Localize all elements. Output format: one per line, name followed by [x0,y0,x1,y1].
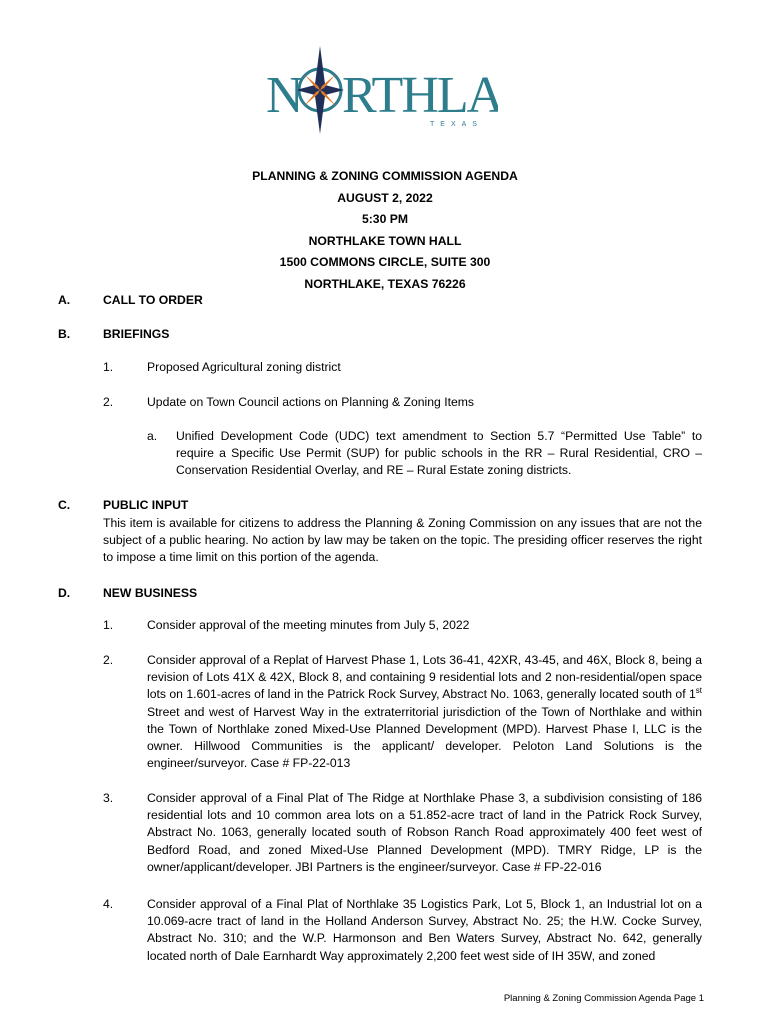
d-item4-number: 4. [103,897,114,911]
d-item1-number: 1. [103,618,114,632]
section-c-letter: C. [58,498,71,512]
section-d-letter: D. [58,586,71,600]
header-date: AUGUST 2, 2022 [337,190,433,205]
northlake-logo [262,42,498,134]
d-item1-text: Consider approval of the meeting minutes from July 5, 2022 [147,618,470,632]
b-item2a-text: Unified Development Code (UDC) text amendment to Section 5.7 “Permitted Use Table” to require a Specific Use Permit (SUP) for public schools in the RR – Rural Residential, CRO – Conservation Residential Overlay, and RE – Rural Estate zoning districts. [176,429,702,478]
agenda-header [0,166,770,295]
header-time: 5:30 PM [361,212,409,226]
b-item1-text: Proposed Agricultural zoning district [147,360,341,374]
header-title: PLANNING & ZONING COMMISSION AGENDA [252,169,518,183]
section-d-title: NEW BUSINESS [103,586,198,600]
compass-icon [296,46,344,134]
section-a-title: CALL TO ORDER [103,293,203,307]
section-a-letter: A. [58,293,71,307]
page-footer: Planning & Zoning Commission Agenda Page 1 [503,993,704,1004]
d-item2-text [147,652,702,772]
header-city: NORTHLAKE, TEXAS 76226 [304,276,466,291]
d-item2-text-pre: Consider approval of a Replat of Harvest Phase 1, Lots 36-41, 42XR, 43-45, and 46X, Block 8, being a revision of Lots 41X & 42X, Block 8, and containing 9 residential lots and 2 non-residential/open space lots on 1.601-acres of land in the Patrick Rock Survey, Abstract No. 1063, generally located south of 1 [147,653,702,702]
logo-n: N [266,67,302,124]
section-c-text: This item is available for citizens to address the Planning & Zoning Commission on any issues that are not the subject of a public hearing. No action by law may be taken on the topic. The presiding officer reserves the right to impose a time limit on this portion of the agenda. [103,516,702,565]
b-item2-text: Update on Town Council actions on Planning & Zoning Items [147,395,475,409]
d-item3-text: Consider approval of a Final Plat of The Ridge at Northlake Phase 3, a subdivision consisting of 186 residential lots and 10 common area lots on a 51.852-acre tract of land in the Patrick Rock Survey, Abstract No. 1063, generally located south of Robson Ranch Road approximately 400 feet west of Bedford Road, and zoned Mixed-Use Planned Development (MPD). TMRY Ridge, LP is the owner/applicant/developer. JBI Partners is the engineer/surveyor. Case # FP-22-016 [147,791,702,874]
b-item1-number: 1. [103,360,114,374]
d-item2-sup: st [695,686,702,696]
section-c-title: PUBLIC INPUT [103,498,189,512]
d-item2-number: 2. [103,653,114,667]
b-item2a-letter: a. [147,429,158,443]
section-b-title: BRIEFINGS [103,327,170,341]
d-item3-number: 3. [103,791,114,805]
d-item4-text: Consider approval of a Final Plat of Northlake 35 Logistics Park, Lot 5, Block 1, an Industrial lot on a 10.069-acre tract of land in the Holland Anderson Survey, Abstract No. 25; the H.W. Cocke Survey, Abstract No. 310; and the W.P. Harmonson and Ben Waters Survey, Abstract No. 642, generally located north of Dale Earnhardt Way approximately 2,200 feet west side of IH 35W, and zoned [147,897,702,963]
header-address: 1500 COMMONS CIRCLE, SUITE 300 [279,255,491,269]
logo-rthlake: RTHLA [342,67,498,124]
section-b-letter: B. [58,327,71,341]
logo-texas: TEXAS [430,121,483,128]
header-venue: NORTHLAKE TOWN HALL [308,233,462,248]
b-item2-number: 2. [103,395,114,409]
d-item2-text-post: Street and west of Harvest Way in the extraterritorial jurisdiction of the Town of Northlake and within the Town of Northlake zoned Mixed-Use Planned Development (MPD). Harvest Phase I, LLC is the owner. Hillwood Communities is the applicant/ developer. Peloton Land Solutions is the engineer/surveyor. Case # FP-22-013 [147,704,702,771]
